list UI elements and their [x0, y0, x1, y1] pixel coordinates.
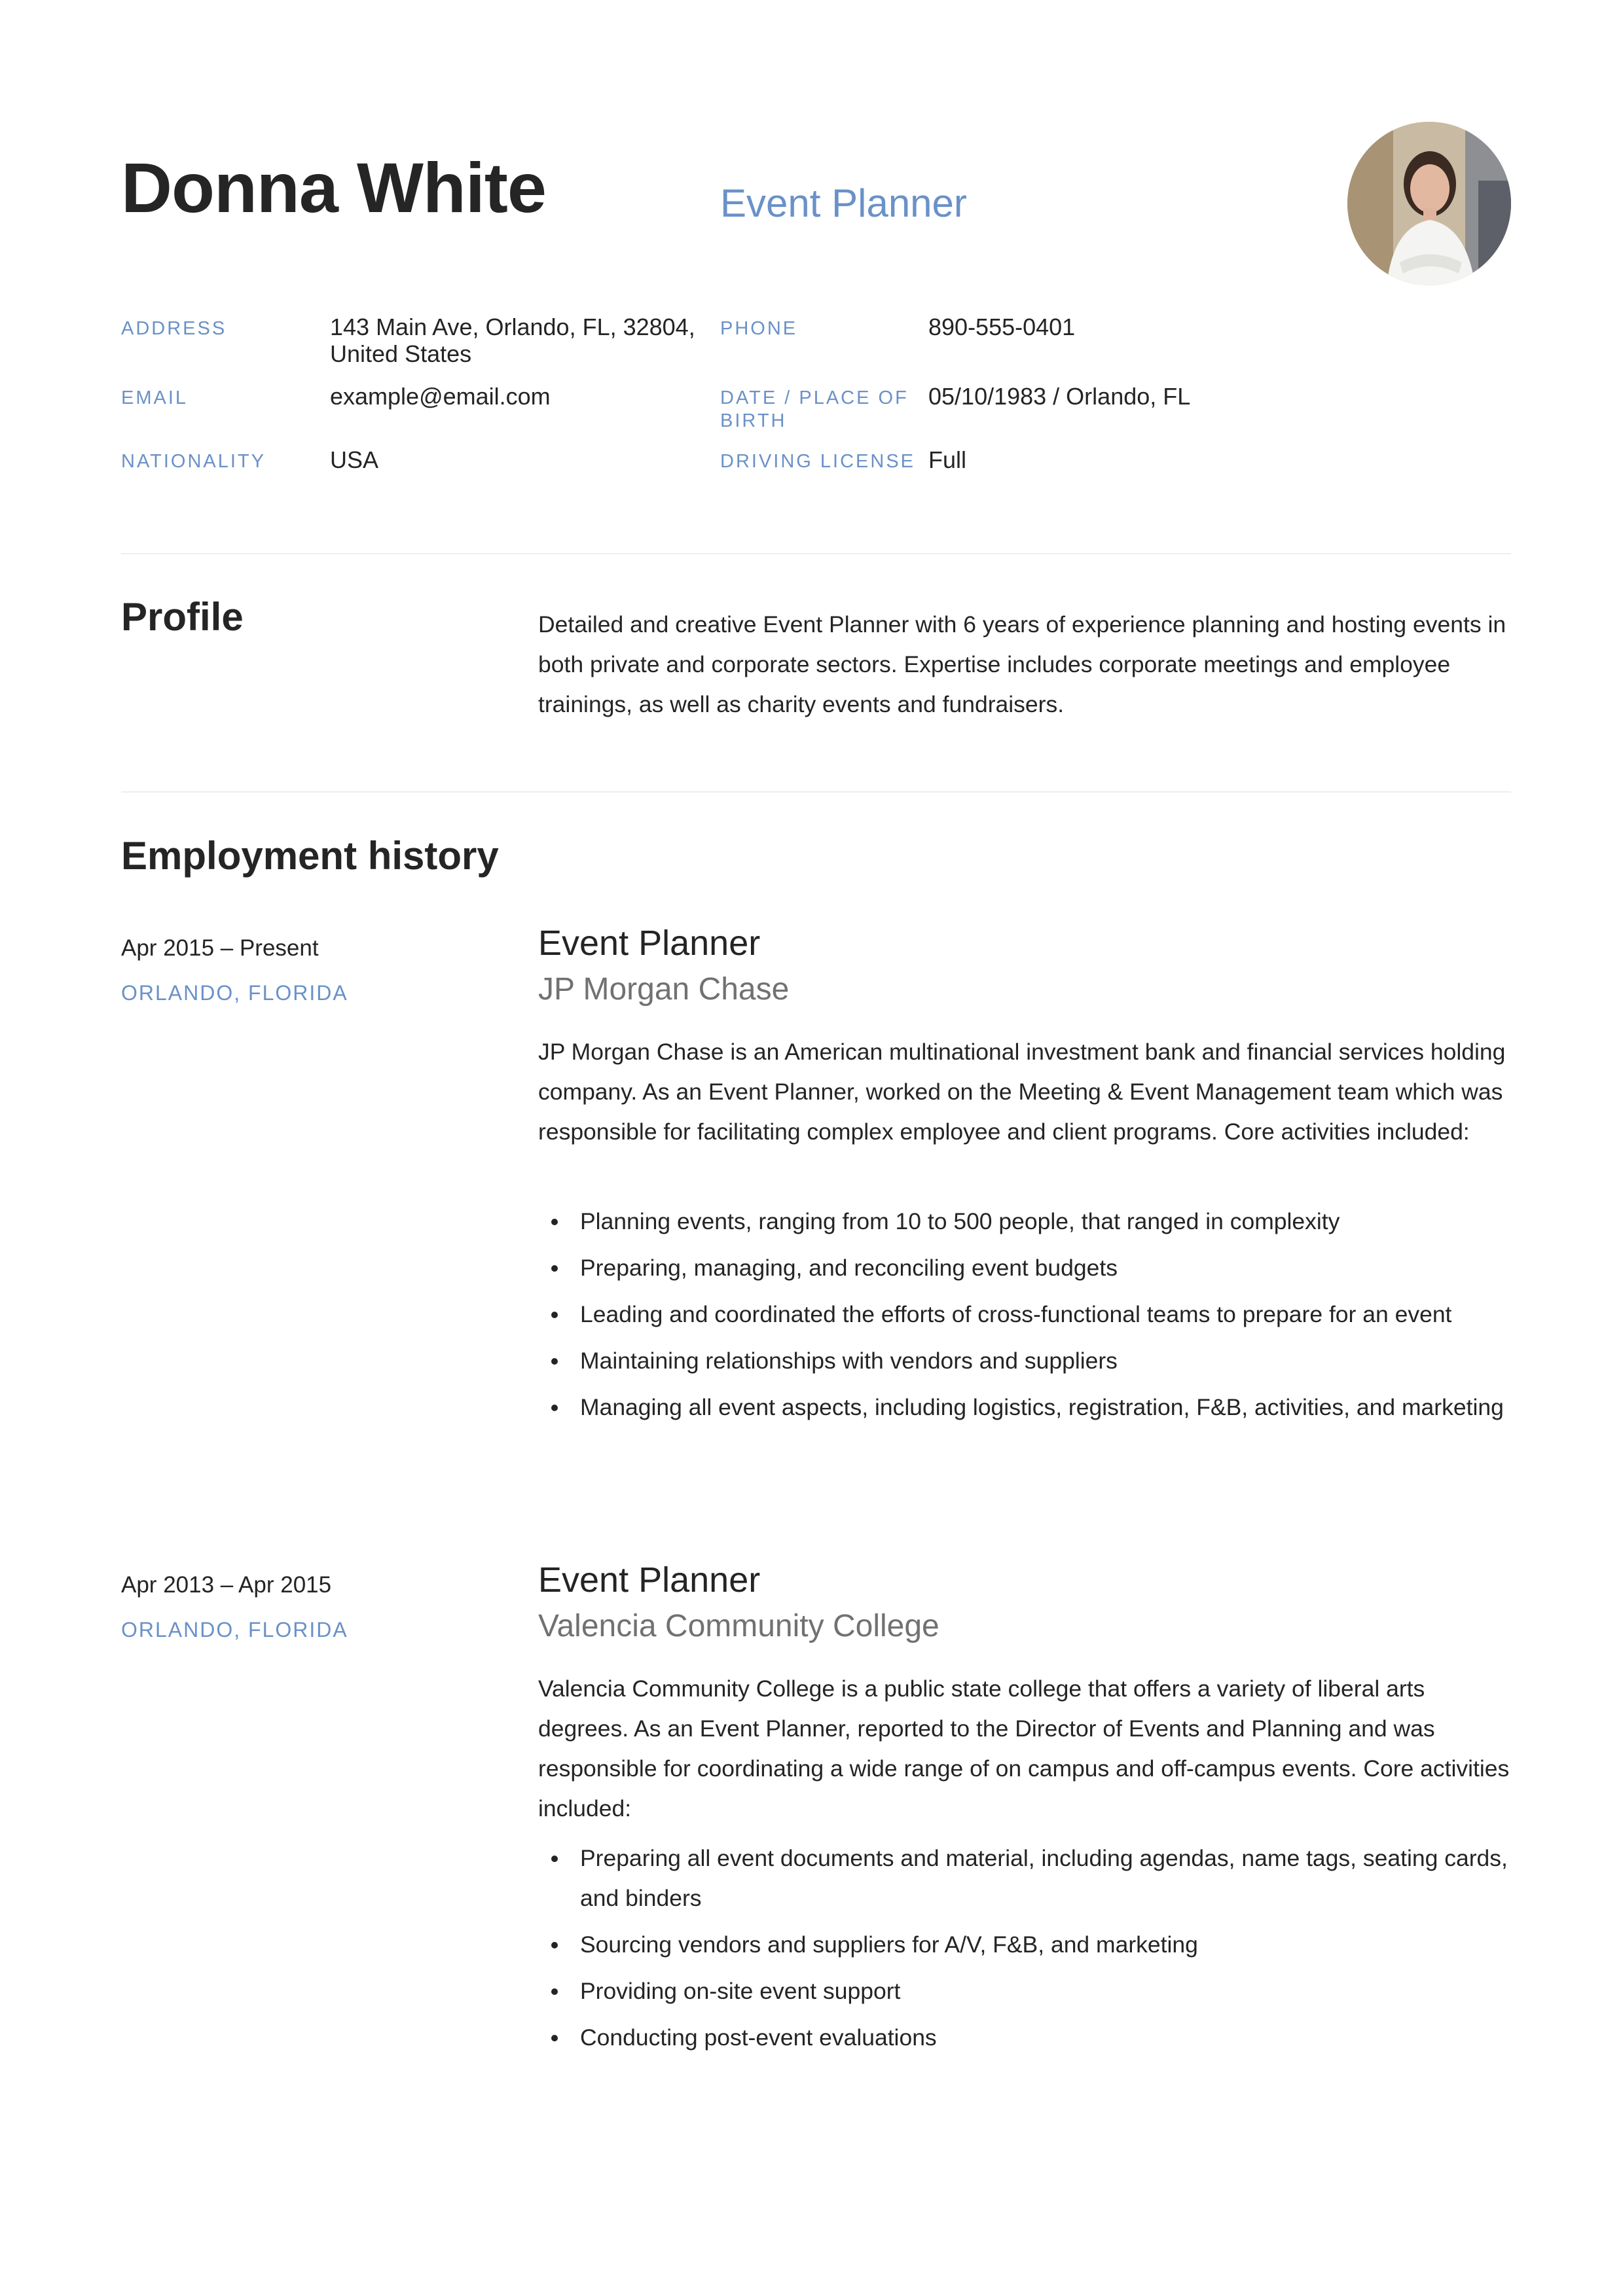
list-item: Planning events, ranging from 10 to 500 people, that ranged in complexity [538, 1202, 1514, 1242]
bullet-dot-icon [551, 1942, 558, 1948]
candidate-name: Donna White [121, 148, 546, 227]
list-item: Managing all event aspects, including logistics, registration, F&B, activities, and marketing [538, 1388, 1514, 1427]
email-value: example@email.com [330, 383, 551, 410]
profile-text: Detailed and creative Event Planner with 6 years of experience planning and hosting events in both private and corporate sectors. Expertise includes corporate meetings and employee trainings, as well as charity events and fundraisers. [538, 611, 1506, 717]
phone-label: PHONE [720, 318, 798, 339]
job-description: Valencia Community College is a public state college that offers a variety of liberal arts degrees. As an Event Planner, reported to the Director of Events and Planning and was responsible for coordinating a wide range of on campus and off-campus events. Core activities included: [538, 1676, 1510, 1821]
profile-photo [1347, 122, 1511, 285]
divider-profile [121, 791, 1511, 793]
license-value: Full [928, 446, 967, 473]
list-item: Providing on-site event support [538, 1971, 1514, 2011]
address-line1: 143 Main Ave, Orlando, FL, 32804, [330, 314, 695, 340]
dob-label-line2: BIRTH [720, 410, 787, 431]
job-location: ORLANDO, FLORIDA [121, 981, 348, 1005]
nationality-value: USA [330, 446, 379, 473]
list-item: Sourcing vendors and suppliers for A/V, F&B, and marketing [538, 1925, 1514, 1965]
dob-value: 05/10/1983 / Orlando, FL [928, 383, 1191, 410]
job-description: JP Morgan Chase is an American multinational investment bank and financial services holding company. As an Event Planner, worked on the Meeting & Event Management team which was responsible for facilitating complex employee and client programs. Core activities included: [538, 1039, 1506, 1145]
job-title: Event Planner [720, 181, 967, 225]
job-dates: Apr 2013 – Apr 2015 [121, 1572, 332, 1598]
email-label: EMAIL [121, 387, 189, 408]
bullet-dot-icon [551, 1219, 558, 1225]
job-location: ORLANDO, FLORIDA [121, 1618, 348, 1641]
profile-heading: Profile [121, 595, 244, 639]
job-role: Event Planner [538, 1560, 761, 1600]
bullet-dot-icon [551, 1405, 558, 1411]
address-line2: United States [330, 340, 472, 367]
bullet-dot-icon [551, 1856, 558, 1862]
list-item: Maintaining relationships with vendors and suppliers [538, 1341, 1514, 1381]
address-label: ADDRESS [121, 318, 227, 339]
list-item: Preparing, managing, and reconciling event budgets [538, 1248, 1514, 1288]
divider-top [121, 553, 1511, 554]
bullet-dot-icon [551, 1265, 558, 1272]
bullet-dot-icon [551, 1988, 558, 1995]
job-company: Valencia Community College [538, 1609, 939, 1643]
job-bullets [538, 1839, 1514, 2064]
list-item: Leading and coordinated the efforts of cross-functional teams to prepare for an event [538, 1295, 1514, 1335]
bullet-dot-icon [551, 1358, 558, 1365]
phone-value: 890-555-0401 [928, 314, 1076, 340]
job-bullets [538, 1202, 1514, 1434]
employment-heading: Employment history [121, 834, 499, 878]
license-label: DRIVING LICENSE [720, 451, 915, 472]
list-item: Conducting post-event evaluations [538, 2018, 1514, 2058]
nationality-label: NATIONALITY [121, 451, 266, 472]
job-company: JP Morgan Chase [538, 972, 790, 1007]
job-role: Event Planner [538, 924, 761, 963]
list-item: Preparing all event documents and material, including agendas, name tags, seating cards, and binders [538, 1839, 1514, 1918]
job-dates: Apr 2015 – Present [121, 935, 319, 961]
dob-label-line1: DATE / PLACE OF [720, 387, 909, 408]
bullet-dot-icon [551, 1312, 558, 1318]
bullet-dot-icon [551, 2035, 558, 2041]
